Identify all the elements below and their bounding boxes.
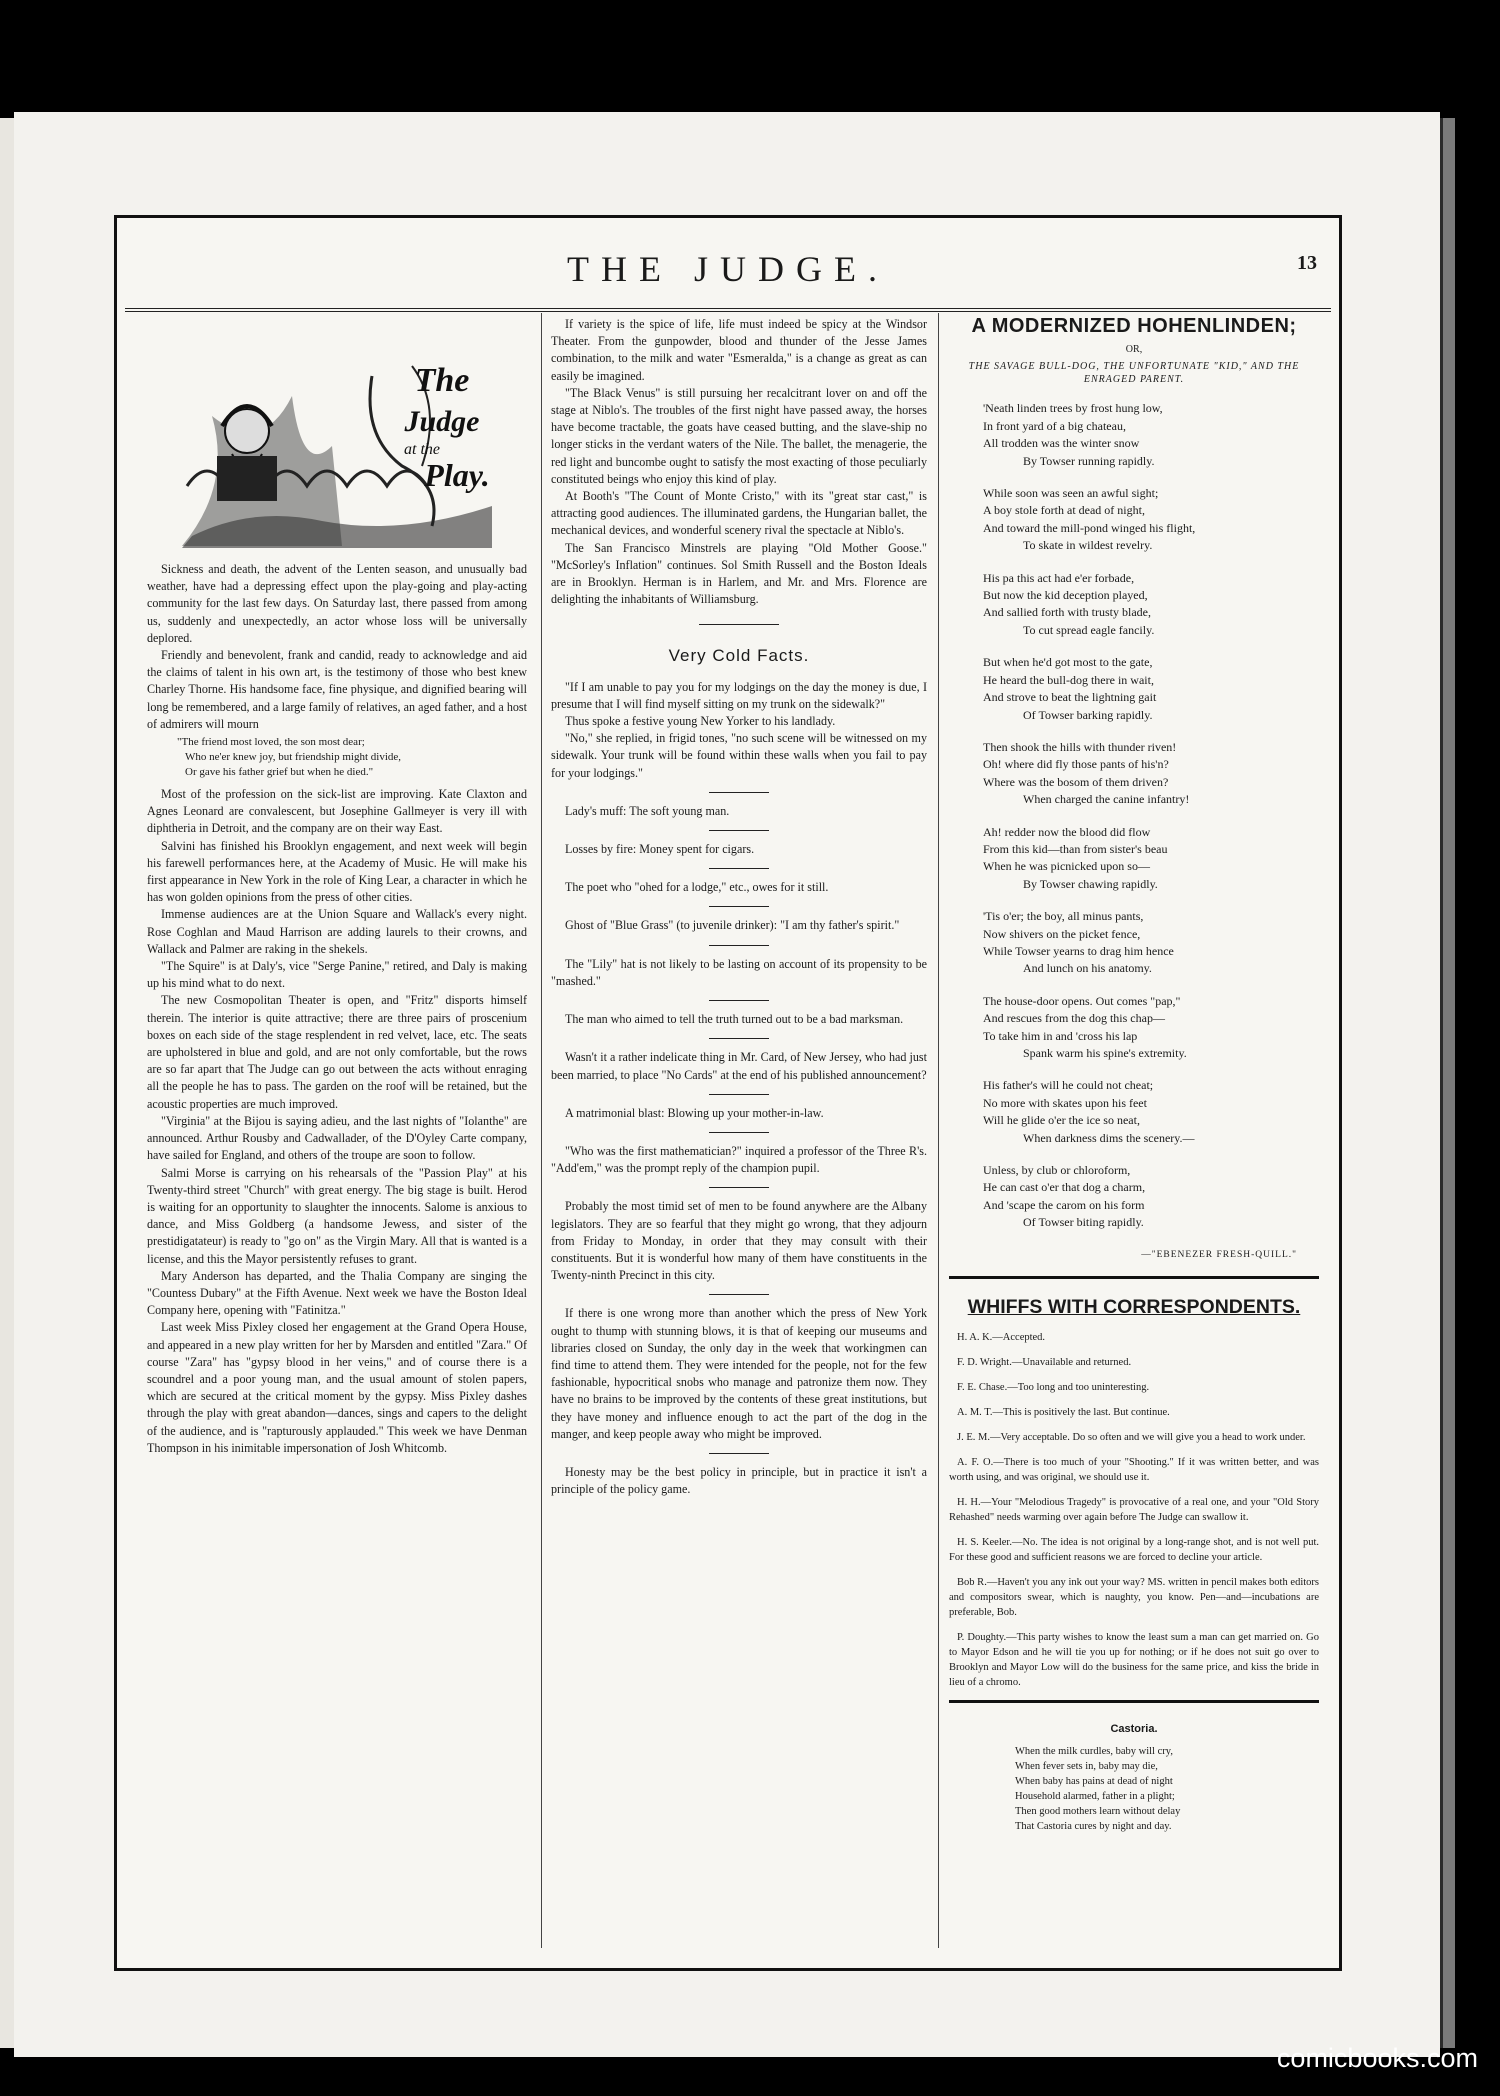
memorial-quote — [177, 735, 527, 780]
col1-paragraph: Salmi Morse is carrying on his rehearsals of the "Passion Play" at his Twenty-third street "Church" with great energy. The big stage is built. Herod is waiting for an opportunity to slaughter the innocents. Salome is anxious to dance, and Miss Goldberg (a handsome Jewess, and sister of the prestidigatateur) is ready to "go on" as the Virgin Mary. All that is wanted is a license, and this the Mayor persistently refuses to grant. — [147, 1165, 527, 1266]
poem-line: Ah! redder now the blood did flow — [983, 824, 1151, 839]
castoria-line: Then good mothers learn without delay — [1015, 1806, 1181, 1818]
correspondent-reply: Bob R.—Haven't you any ink out your way? MS. written in pencil makes both editors and compositors swear, which is naughty, you know. Pen—and—incubations are preferable, Bob. — [949, 1577, 1319, 1619]
section-rule-thick — [949, 1700, 1319, 1703]
page-frame — [114, 215, 1342, 1971]
poem-line: But when he'd got most to the gate, — [983, 655, 1153, 670]
poem-line: To skate in wildest revelry. — [1023, 538, 1153, 553]
poem-line: Unless, by club or chloroform, — [983, 1163, 1131, 1178]
col1-paragraph: Last week Miss Pixley closed her engagement at the Grand Opera House, and appeared in a new play written for her by Marsden and entitled "Zara." Of course "Zara" has "gypsy blood in her veins," and of course there is a scoundrel and a poor young man, and the usual amount of stolen papers, which are secured at the critical moment by the gypsy. Miss Pixley dashes through the play with great abandon—dances, sings and capers to the delight of the audience, and is "rapturously applauded." This week we have Denman Thompson in his inimitable impersonation of Josh Whitcomb. — [147, 1320, 527, 1455]
castoria-verse — [1015, 1744, 1319, 1834]
poem-stanza — [983, 1077, 1319, 1147]
poem-stanza — [983, 400, 1319, 470]
poem-line: While soon was seen an awful sight; — [983, 486, 1159, 501]
castoria-line: Household alarmed, father in a plight; — [1015, 1791, 1175, 1803]
col1-paragraph: Sickness and death, the advent of the Lenten season, and unusually bad weather, have had a depressing effect upon the play-going and play-acting community for the last few days. On Saturday last, there passed from among us, suddenly and unexpectedly, an actor whose loss will be universally deplored. — [147, 562, 527, 645]
vcf-paragraph: Thus spoke a festive young New Yorker to his landlady. — [565, 714, 836, 729]
watermark-text: comicbooks.com — [1276, 2043, 1478, 2073]
fact-rule — [709, 868, 769, 869]
fact-rule — [709, 945, 769, 946]
col1-paragraph: Mary Anderson has departed, and the Thalia Company are singing the "Countess Dubary" at the Fifth Avenue. Next week we have the Boston Ideal Company here, opening with "Fatinitza." — [147, 1268, 527, 1318]
masthead-title: THE JUDGE. — [567, 249, 889, 289]
col1-paragraph: "Virginia" at the Bijou is saying adieu, and the last nights of "Iolanthe" are announced. Arthur Rousby and Cadwallader, of the D'Oyley Carte company, have sailed for England, and others of the troupe are soon to follow. — [147, 1113, 527, 1163]
poem-stanza — [983, 485, 1319, 555]
poem-line: When charged the canine infantry! — [1023, 792, 1190, 807]
fact-item: A matrimonial blast: Blowing up your mother-in-law. — [565, 1105, 824, 1120]
fact-rule — [709, 1187, 769, 1188]
whiffs-heading: WHIFFS WITH CORRESPONDENTS. — [967, 1295, 1301, 1318]
fact-item: If there is one wrong more than another which the press of New York ought to thump with stunning blows, it is that of keeping our museums and libraries closed on Sunday, the only day in the week that workingmen can find time to attend them. They were intended for the people, not for the few fashionable, hypocritical snobs who manage and patronize them now. They have no brains to be improved by the contents of these great institutions, but they have money and influence enough to act the part of the dog in the manger, and keep people away who might be improved. — [551, 1306, 927, 1441]
column-divider-2 — [938, 313, 939, 1948]
poem-line: All trodden was the winter snow — [983, 436, 1140, 451]
fact-item: Losses by fire: Money spent for cigars. — [565, 842, 755, 857]
correspondent-reply: H. S. Keeler.—No. The idea is not original by a long-range shot, and is not well put. For these good and sufficient reasons we are forced to decline your article. — [949, 1537, 1319, 1564]
col2-paragraph: The San Francisco Minstrels are playing "Old Mother Goose." "McSorley's Inflation" continues. Sol Smith Russell and the Boston Ideals are in Brooklyn. Herman is in Harlem, and Mr. and Mrs. Florence are delighting the inhabitants of Williamsburg. — [551, 540, 927, 607]
fact-item: "Who was the first mathematician?" inquired a professor of the Three R's. "Add'em," was the prompt reply of the champion pupil. — [551, 1143, 927, 1176]
column-divider-1 — [541, 313, 542, 1948]
poem-line: Now shivers on the picket fence, — [983, 926, 1141, 941]
poem-stanza — [983, 1162, 1319, 1232]
poem-line: And toward the mill-pond winged his flight, — [983, 520, 1196, 535]
poem-line: The house-door opens. Out comes "pap," — [983, 993, 1181, 1008]
poem-line: He can cast o'er that dog a charm, — [983, 1180, 1146, 1195]
column-1 — [147, 316, 527, 1956]
poem-or: OR, — [1125, 344, 1143, 356]
column-3 — [949, 316, 1319, 1956]
col2-paragraph: "The Black Venus" is still pursuing her recalcitrant lover on and off the stage at Niblo's. The troubles of the first night have passed away, the horses have become tractable, the goats have ceased butting, and the slave-ship no longer sticks in the verdant waters of the Nile. The ballet, the menagerie, the red light and buncombe ought to satisfy the most exacting of those peculiarly constituted beings who enjoy this kind of play. — [551, 385, 927, 486]
col1-paragraph: The new Cosmopolitan Theater is open, and "Fritz" disports himself therein. The interior is quite attractive; there are three pairs of proscenium boxes on each side of the stage resplendent in red velvet, lace, etc. The seats are upholstered in blue and gold, and are not only comfortable, but the rows are so far apart that The Judge can go out between the acts without enraging all the people he has to pass. The garden on the roof will be retained, but the acoustic properties are much improved. — [147, 993, 527, 1111]
correspondent-reply: A. F. O.—There is too much of your "Shooting." If it was written better, and was worth using, and was original, we should use it. — [949, 1457, 1319, 1484]
section-rule-thick — [949, 1276, 1319, 1279]
fact-rule — [709, 1453, 769, 1454]
poem-line: And strove to beat the lightning gait — [983, 690, 1157, 705]
svg-text:at the: at the — [404, 441, 440, 458]
poem-line: In front yard of a big chateau, — [983, 418, 1126, 433]
poem-stanza — [983, 824, 1319, 894]
fact-item: The "Lily" hat is not likely to be lasting on account of its propensity to be "mashed." — [551, 956, 927, 988]
poem-stanza — [983, 654, 1319, 724]
col1-paragraph: Salvini has finished his Brooklyn engagement, and next week will begin his farewell performances here, at the Academy of Music. He will make his first appearance in New York in the role of King Lear, a character in which he has won golden opinions from the press of other cities. — [147, 838, 527, 905]
poem-line: And sallied forth with trusty blade, — [983, 605, 1151, 620]
column-2 — [551, 316, 927, 1956]
poem-line: And lunch on his anatomy. — [1023, 961, 1152, 976]
poem-stanza — [983, 739, 1319, 809]
section-rule — [699, 624, 779, 625]
col1-paragraph: Most of the profession on the sick-list are improving. Kate Claxton and Agnes Leonard are convalescent, but Josephine Gallmeyer is very ill with diphtheria in Detroit, and the company are on their way East. — [147, 787, 527, 836]
poem-line: His pa this act had e'er forbade, — [983, 570, 1135, 585]
fact-item: Probably the most timid set of men to be found anywhere are the Albany legislators. They are so fearful that they might go wrong, that they adjourn from Friday to Monday, in order that they may consult with their constituents. But it is wonderful how many of them have constituents in the Twenty-ninth Precinct in this city. — [551, 1199, 927, 1283]
castoria-heading: Castoria. — [1110, 1723, 1158, 1736]
vcf-paragraph: "No," she replied, in frigid tones, "no such scene will be witnessed on my sidewalk. Your trunk will be found within these walls when you fail to pay for your lodgings." — [551, 731, 927, 780]
castoria-line: That Castoria cures by night and day. — [1015, 1821, 1172, 1833]
fact-rule — [709, 1094, 769, 1095]
poem-line: To take him in and 'cross his lap — [983, 1028, 1138, 1043]
castoria-line: When the milk curdles, baby will cry, — [1015, 1746, 1173, 1758]
previous-page-edge — [0, 118, 14, 2048]
correspondent-reply: J. E. M.—Very acceptable. Do so often and we will give you a head to work under. — [957, 1432, 1306, 1444]
poem-stanza — [983, 993, 1319, 1063]
castoria-line: When fever sets in, baby may die, — [1015, 1761, 1158, 1773]
fact-rule — [709, 906, 769, 907]
poem-stanza — [983, 908, 1319, 978]
fact-item: The man who aimed to tell the truth turned out to be a bad marksman. — [565, 1012, 904, 1027]
col2-paragraph: If variety is the spice of life, life must indeed be spicy at the Windsor Theater. From the gunpowder, blood and thunder of the Jesse James combination, to the milk and water "Esmeralda," is a change as great as can easily be imagined. — [551, 317, 927, 383]
fact-item: The poet who "ohed for a lodge," etc., owes for it still. — [565, 880, 829, 895]
fact-item: Wasn't it a rather indelicate thing in Mr. Card, of New Jersey, who had just been married, to place "No Cards" at the end of his published announcement? — [551, 1050, 927, 1082]
correspondent-reply: H. A. K.—Accepted. — [957, 1332, 1046, 1344]
judge-at-the-play-illustration — [172, 336, 502, 551]
fact-item: Honesty may be the best policy in principle, but in practice it isn't a principle of the policy game. — [551, 1464, 927, 1497]
poem-line: Will he glide o'er the ice so neat, — [983, 1113, 1140, 1128]
poem-line: By Towser running rapidly. — [1023, 453, 1155, 468]
poem-line: 'Neath linden trees by frost hung low, — [983, 401, 1163, 416]
poem-line: Spank warm his spine's extremity. — [1023, 1046, 1187, 1060]
poem-line: Then shook the hills with thunder riven! — [983, 739, 1177, 754]
binding-edge — [1440, 118, 1455, 2048]
poem-line: When darkness dims the scenery.— — [1023, 1130, 1195, 1145]
correspondent-reply: A. M. T.—This is positively the last. But continue. — [957, 1407, 1170, 1419]
poem-line: Oh! where did fly those pants of his'n? — [983, 757, 1169, 772]
poem-line: By Towser chawing rapidly. — [1023, 876, 1158, 891]
masthead-rule-2 — [125, 311, 1331, 312]
fact-rule — [709, 1038, 769, 1039]
correspondent-reply: H. H.—Your "Melodious Tragedy" is provocative of a real one, and your "Old Story Rehashed" needs warming over again before The Judge can swallow it. — [949, 1497, 1319, 1524]
masthead-rule — [125, 308, 1331, 309]
poem-line: And rescues from the dog this chap— — [983, 1011, 1165, 1026]
poem-line: Where was the bosom of them driven? — [983, 774, 1169, 789]
poem-line: To cut spread eagle fancily. — [1023, 622, 1155, 637]
fact-rule — [709, 792, 769, 793]
quote-line: "The friend most loved, the son most dear; — [177, 736, 365, 749]
poem-line: Of Towser biting rapidly. — [1023, 1215, 1144, 1230]
poem-subtitle: THE SAVAGE BULL-DOG, THE UNFORTUNATE "KID," AND THE ENRAGED PARENT. — [968, 361, 1300, 386]
poem-stanza — [983, 570, 1319, 640]
poem-line: Of Towser barking rapidly. — [1023, 707, 1153, 722]
vcf-paragraph: "If I am unable to pay you for my lodgings on the day the money is due, I presume that I will find myself sitting on my trunk on the sidewalk?" — [551, 679, 927, 711]
poem-line: While Towser yearns to drag him hence — [983, 943, 1174, 958]
poem-line: No more with skates upon his feet — [983, 1095, 1147, 1110]
poem-line: But now the kid deception played, — [983, 588, 1148, 603]
col1-paragraph: Immense audiences are at the Union Square and Wallack's every night. Rose Coghlan and Maud Harrison are adding laurels to their crowns, and Wallack and Palmer are raking in the shekels. — [147, 907, 527, 956]
correspondent-reply: F. E. Chase.—Too long and too uninteresting. — [957, 1382, 1150, 1394]
fact-item: Ghost of "Blue Grass" (to juvenile drinker): "I am thy father's spirit." — [565, 918, 900, 933]
fact-item: Lady's muff: The soft young man. — [565, 803, 730, 818]
castoria-line: When baby has pains at dead of night — [1015, 1776, 1173, 1788]
page-number: 13 — [1297, 252, 1317, 274]
svg-text:Play.: Play. — [424, 457, 490, 493]
fact-rule — [709, 1000, 769, 1001]
col1-paragraph: Friendly and benevolent, frank and candid, ready to acknowledge and aid the claims of talent in his own art, is the testimony of those who best knew Charley Thorne. His handsome face, fine physique, and dignified bearing will long be remembered, and a large family of relatives, an aged father, and a host of admirers will mourn — [147, 648, 527, 731]
poem-line: From this kid—than from sister's beau — [983, 841, 1168, 856]
poem-line: He heard the bull-dog there in wait, — [983, 672, 1154, 687]
poem-line: When he was picnicked upon so— — [983, 859, 1150, 874]
poem-body — [983, 400, 1319, 1231]
correspondents-list — [949, 1330, 1319, 1690]
poem-line: And 'scape the carom on his form — [983, 1197, 1145, 1212]
very-cold-facts-heading: Very Cold Facts. — [668, 646, 810, 666]
poem-title: A MODERNIZED HOHENLINDEN; — [971, 316, 1297, 337]
fact-rule — [709, 830, 769, 831]
poem-line: A boy stole forth at dead of night, — [983, 503, 1145, 518]
poem-signature: —"EBENEZER FRESH-QUILL." — [1141, 1249, 1297, 1260]
poem-line: 'Tis o'er; the boy, all minus pants, — [983, 909, 1144, 924]
quote-line: Who ne'er knew joy, but friendship might divide, — [185, 751, 402, 764]
col2-paragraph: At Booth's "The Count of Monte Cristo," with its "great star cast," is attracting good audiences. The illuminated gardens, the Hungarian ballet, the mechanical devices, and wonderful scenery rival the spectacle at Niblo's. — [551, 489, 927, 538]
svg-text:The: The — [414, 362, 470, 399]
fact-rule — [709, 1132, 769, 1133]
correspondent-reply: P. Doughty.—This party wishes to know the least sum a man can get married on. Go to Mayor Edson and he will tie you up for nothing; or if he does not suit go over to Brooklyn and Mayor Low will do the business for the same price, and kiss the bride in lieu of a chromo. — [949, 1632, 1319, 1689]
quote-line: Or gave his father grief but when he died." — [185, 766, 374, 779]
col1-paragraph: "The Squire" is at Daly's, vice "Serge Panine," retired, and Daly is making up his mind what to do next. — [147, 959, 527, 991]
poem-line: His father's will he could not cheat; — [983, 1078, 1154, 1093]
svg-text:Judge: Judge — [404, 405, 480, 438]
fact-rule — [709, 1294, 769, 1295]
correspondent-reply: F. D. Wright.—Unavailable and returned. — [957, 1357, 1132, 1369]
